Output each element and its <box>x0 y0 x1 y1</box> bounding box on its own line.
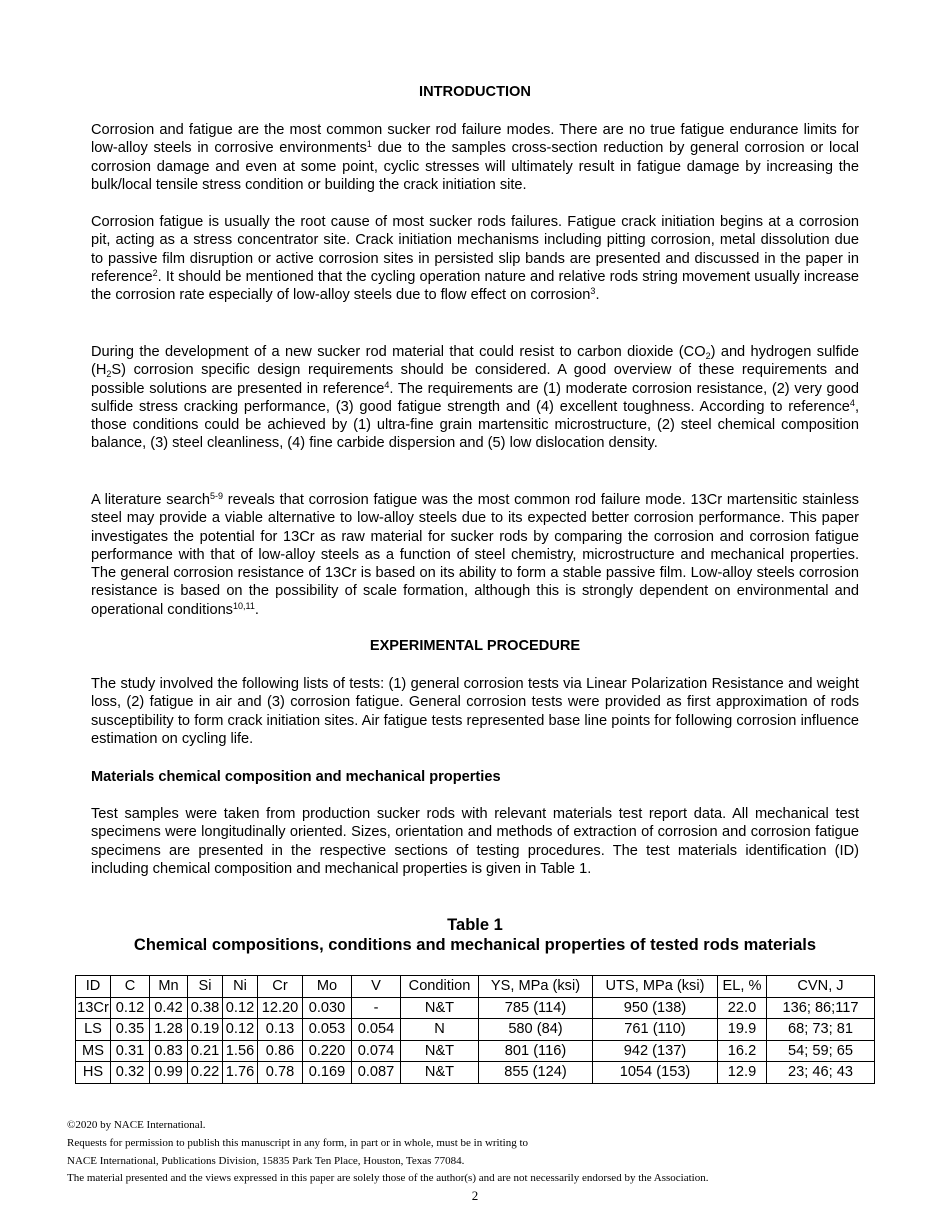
table-cell: 1.76 <box>223 1062 258 1084</box>
table-cell: 0.12 <box>111 997 150 1019</box>
table-row <box>76 1040 875 1062</box>
table-cell: - <box>352 997 401 1019</box>
column-header: Mo <box>303 976 352 998</box>
intro-p3-text-b: ) and hydrogen sulfide (H <box>91 344 859 379</box>
permission-line: Requests for permission to publish this manuscript in any form, in part or in whole, must be in writing to <box>67 1137 529 1149</box>
table-cell: 136; 86;117 <box>767 997 875 1019</box>
intro-p1-text-b: due to the samples cross-section reduction by general corrosion or local corrosion damage and even at some point, cyclic stresses will ultimately result in fatigue damage by increasing the bulk/local tensile stress condition or building the crack initiation site. <box>91 140 859 193</box>
table-cell: 0.21 <box>188 1040 223 1062</box>
intro-paragraph-1 <box>91 121 859 194</box>
experimental-p1-text: The study involved the following lists of tests: (1) general corrosion tests via Linear Polarization Resistance and weight loss, (2) fatigue in air and (3) corrosion fatigue. General corrosion tests were provided as first approximation of rods susceptibility to form crack initiation sites. Air fatigue tests represented base line points for following corrosion influence estimation on cycling life. <box>91 676 859 747</box>
intro-p1-text-a: Corrosion and fatigue are the most common sucker rod failure modes. There are no true fatigue endurance limits for low-alloy steels in corrosive environments <box>91 122 859 157</box>
table-cell: LS <box>76 1019 111 1041</box>
table-cell: 0.054 <box>352 1019 401 1041</box>
table-cell: 0.31 <box>111 1040 150 1062</box>
experimental-paragraph-2 <box>91 805 859 878</box>
subscript-co2: 2 <box>705 351 711 361</box>
column-header: Si <box>188 976 223 998</box>
experimental-heading: EXPERIMENTAL PROCEDURE <box>369 638 581 654</box>
intro-p3-text-e: , those conditions could be achieved by (1) ultra-fine grain martensitic microstructure, (2) steel chemical composition balance, (3) steel cleanliness, (4) fine carbide dispersion and (5) low dislocation density. <box>91 398 859 452</box>
table-cell: 0.42 <box>150 997 188 1019</box>
table-cell: HS <box>76 1062 111 1084</box>
table-cell: 0.32 <box>111 1062 150 1084</box>
materials-subheading: Materials chemical composition and mechanical properties <box>91 769 501 785</box>
table-cell: 801 (116) <box>479 1040 593 1062</box>
table-cell: 0.22 <box>188 1062 223 1084</box>
subscript-h2s: 2 <box>106 369 112 380</box>
table-cell: 13Cr <box>76 997 111 1019</box>
table-row <box>76 1019 875 1041</box>
intro-p2-text-b: . It should be mentioned that the cycling operation nature and relative rods string movement usually increase the corrosion rate especially of low-alloy steels due to flow effect on corrosion <box>91 268 859 304</box>
column-header: V <box>352 976 401 998</box>
table-cell: 1.56 <box>223 1040 258 1062</box>
table-cell: 54; 59; 65 <box>767 1040 875 1062</box>
column-header: YS, MPa (ksi) <box>479 976 593 998</box>
column-header: Cr <box>258 976 303 998</box>
column-header: Mn <box>150 976 188 998</box>
table-cell: 0.053 <box>303 1019 352 1041</box>
table-cell: 0.220 <box>303 1040 352 1062</box>
citation-3: 3 <box>590 286 596 297</box>
intro-paragraph-3 <box>91 343 859 453</box>
table-cell: N <box>401 1019 479 1041</box>
intro-p3-text-a: During the development of a new sucker rod material that could resist to carbon dioxide (CO <box>91 344 706 360</box>
table-cell: 0.83 <box>150 1040 188 1062</box>
table-cell: 1.28 <box>150 1019 188 1041</box>
introduction-section <box>91 83 859 101</box>
table-cell: 0.13 <box>258 1019 303 1041</box>
materials-subsection <box>91 768 859 786</box>
intro-paragraph-4 <box>91 491 859 619</box>
experimental-paragraph-1 <box>91 675 859 748</box>
table-cell: 0.12 <box>223 997 258 1019</box>
table-cell: 761 (110) <box>593 1019 718 1041</box>
table-cell: 1054 (153) <box>593 1062 718 1084</box>
citation-1: 1 <box>366 139 372 150</box>
citation-5-9: 5-9 <box>210 491 224 501</box>
copyright-line: ©2020 by NACE International. <box>67 1119 206 1131</box>
table-cell: 68; 73; 81 <box>767 1019 875 1041</box>
column-header: UTS, MPa (ksi) <box>593 976 718 998</box>
table-label: Table 1 <box>447 916 503 934</box>
intro-p3-text-d: . The requirements are (1) moderate corrosion resistance, (2) very good sulfide stress cracking performance, (3) good fatigue strength and (4) excellent toughness. According to reference <box>91 380 859 415</box>
experimental-p2-text: Test samples were taken from production sucker rods with relevant materials test report data. All mechanical test specimens were longitudinally oriented. Sizes, orientation and methods of extraction of corrosion and corrosion fatigue specimens are presented in the respective sections of testing procedures. The test materials identification (ID) including chemical composition and mechanical properties is given in Table 1. <box>91 806 859 877</box>
column-header: ID <box>76 976 111 998</box>
table-cell: 950 (138) <box>593 997 718 1019</box>
table-cell: 0.99 <box>150 1062 188 1084</box>
table-cell: 16.2 <box>718 1040 767 1062</box>
table-cell: 0.38 <box>188 997 223 1019</box>
table-cell: 855 (124) <box>479 1062 593 1084</box>
citation-4a: 4 <box>384 379 390 390</box>
table-cell: N&T <box>401 997 479 1019</box>
column-header: CVN, J <box>767 976 875 998</box>
table-cell: 942 (137) <box>593 1040 718 1062</box>
table-cell: 0.19 <box>188 1019 223 1041</box>
citation-10-11: 10,11 <box>232 600 255 611</box>
table-cell: 0.030 <box>303 997 352 1019</box>
table-cell: 580 (84) <box>479 1019 593 1041</box>
intro-paragraph-2 <box>91 213 859 304</box>
table-caption: Chemical compositions, conditions and mechanical properties of tested rods materials <box>133 936 817 954</box>
intro-p2-text-c: . <box>595 287 600 304</box>
column-header: Condition <box>401 976 479 998</box>
experimental-section <box>91 637 859 655</box>
table-cell: 12.9 <box>718 1062 767 1084</box>
table-cell: 0.169 <box>303 1062 352 1084</box>
table-cell: 0.087 <box>352 1062 401 1084</box>
table-cell: 19.9 <box>718 1019 767 1041</box>
intro-p4-text-a: A literature search <box>91 492 211 508</box>
table-cell: 0.074 <box>352 1040 401 1062</box>
table-cell: MS <box>76 1040 111 1062</box>
table-cell: N&T <box>401 1040 479 1062</box>
table-row <box>76 1062 875 1084</box>
citation-2: 2 <box>152 267 158 278</box>
address-line: NACE International, Publications Division, 15835 Park Ten Place, Houston, Texas 77084. <box>67 1155 465 1167</box>
citation-4b: 4 <box>849 397 855 408</box>
column-header: EL, % <box>718 976 767 998</box>
table-cell: 0.12 <box>223 1019 258 1041</box>
intro-p4-text-b: reveals that corrosion fatigue was the most common rod failure mode. 13Cr martensitic stainless steel may provide a viable alternative to low-alloy steels due to its expected better corrosion performance. This paper investigates the potential for 13Cr as raw material for sucker rods by comparing the corrosion and corrosion fatigue performance with that of low-alloy steels as a function of steel chemistry, microstructure and mechanical properties. The general corrosion resistance of 13Cr is based on its ability to form a stable passive film. Low-alloy steels corrosion resistance is based on the possibility of scale formation, although this is strongly dependent on environmental and operational conditions <box>91 492 859 618</box>
table-cell: 12.20 <box>258 997 303 1019</box>
disclaimer-line: The material presented and the views expressed in this paper are solely those of the author(s) and are not necessarily endorsed by the Association. <box>67 1172 709 1184</box>
table-header-row <box>76 976 875 998</box>
table-cell: 23; 46; 43 <box>767 1062 875 1084</box>
table-cell: 0.86 <box>258 1040 303 1062</box>
introduction-heading: INTRODUCTION <box>419 84 531 100</box>
table-cell: 785 (114) <box>479 997 593 1019</box>
page-number: 2 <box>471 1188 479 1203</box>
column-header: Ni <box>223 976 258 998</box>
intro-p2-text-a: Corrosion fatigue is usually the root cause of most sucker rods failures. Fatigue crack initiation begins at a corrosion pit, acting as a stress concentrator site. Crack initiation mechanisms including pitting corrosion, metal dissolution due to passive film disruption or active corrosion sites in persisted slip bands are presented and discussed in the paper in reference <box>91 214 859 285</box>
intro-p3-text-c: S) corrosion specific design requirements should be considered. A good overview of these requirements and possible solutions are presented in reference <box>91 362 859 397</box>
table-cell: 0.78 <box>258 1062 303 1084</box>
column-header: C <box>111 976 150 998</box>
materials-table <box>75 975 875 1084</box>
table-cell: N&T <box>401 1062 479 1084</box>
table-cell: 22.0 <box>718 997 767 1019</box>
intro-p4-text-c: . <box>254 601 259 618</box>
table-cell: 0.35 <box>111 1019 150 1041</box>
table-row <box>76 997 875 1019</box>
